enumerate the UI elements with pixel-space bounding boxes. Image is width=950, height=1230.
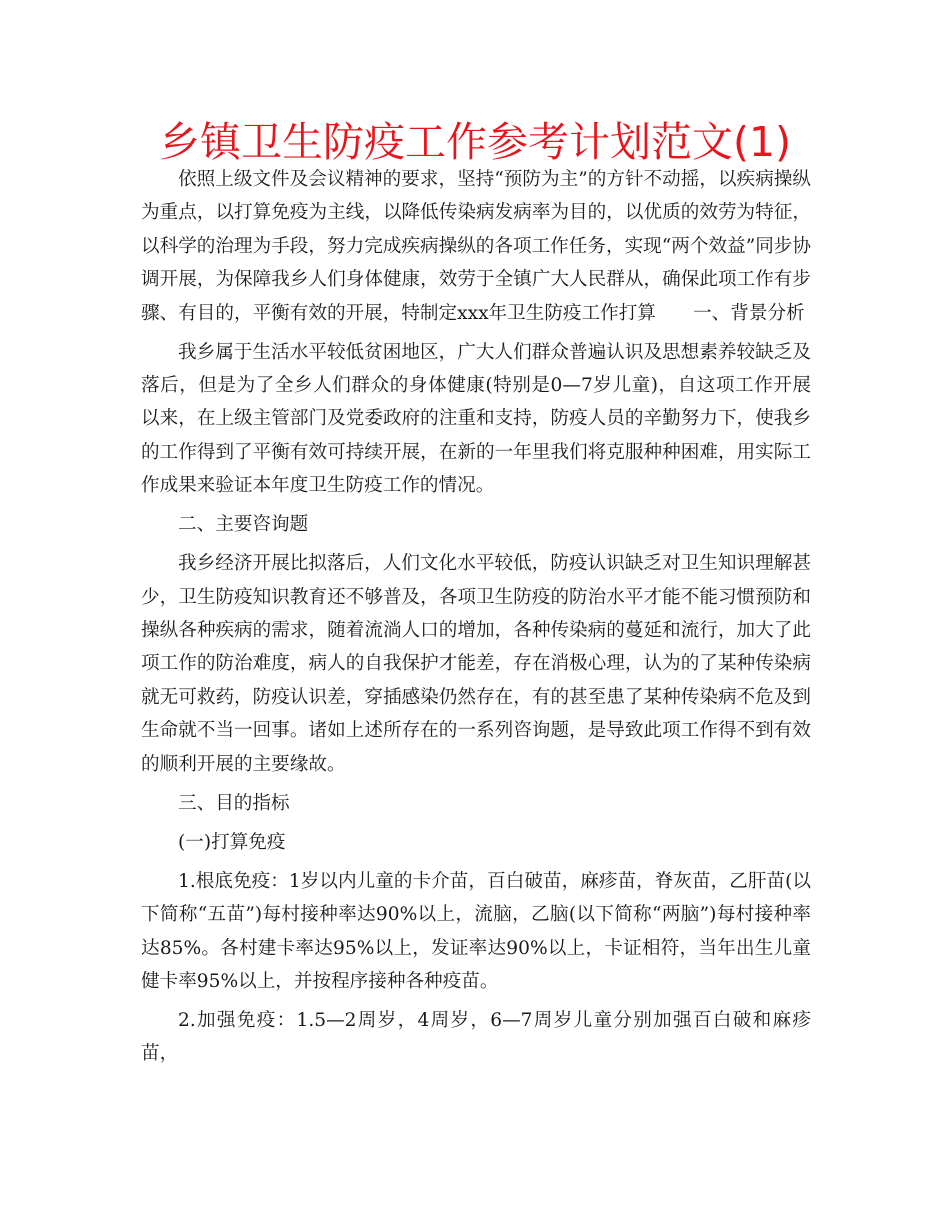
paragraph-background: 我乡属于生活水平较低贫困地区，广大人们群众普遍认识及思想素养较缺乏及落后，但是为了全乡人们群众的身体健康(特别是0—7岁儿童)，自这项工作开展以来，在上级主管部门及党委政府的注重和支持，防疫人员的辛勤努力下，使我乡的工作得到了平衡有效可持续开展，在新的一年里我们将克服种种困难，用实际工作成果来验证本年度卫生防疫工作的情况。 <box>141 341 811 497</box>
heading-main-issues: 二、主要咨询题 <box>178 514 309 536</box>
paragraph-basic-immunization: 1.根底免疫：1岁以内儿童的卡介苗，百白破苗，麻疹苗，脊灰苗，乙肝苗(以下简称“五苗”)每村接种率达90%以上，流脑，乙脑(以下简称“两脑”)每村接种率达85%。各村建卡率达95%以上，发证率达90%以上，卡证相符，当年出生儿童健卡率95%以上，并按程序接种各种疫苗。 <box>141 870 811 992</box>
paragraph-main-issues: 我乡经济开展比拟落后，人们文化水平较低，防疫认识缺乏对卫生知识理解甚少，卫生防疫知识教育还不够普及，各项卫生防疫的防治水平才能不能习惯预防和操纵各种疾病的需求，随着流淌人口的增加，各种传染病的蔓延和流行，加大了此项工作的防治难度，病人的自我保护才能差，存在消极心理，认为的了某种传染病就无可救药，防疫认识差，穿插感染仍然存在，有的甚至患了某种传染病不危及到生命就不当一回事。诸如上述所存在的一系列咨询题，是导致此项工作得不到有效的顺利开展的主要缘故。 <box>141 553 811 775</box>
heading-planned-immunization: (一)打算免疫 <box>178 831 286 853</box>
heading-target-indicators: 三、目的指标 <box>178 792 290 814</box>
document-body <box>141 163 811 1076</box>
paragraph-booster-immunization: 2.加强免疫：1.5—2周岁，4周岁，6—7周岁儿童分别加强百白破和麻疹苗， <box>141 1009 811 1065</box>
paragraph-intro: 依照上级文件及会议精神的要求，坚持“预防为主”的方针不动摇，以疾病操纵为重点，以打算免疫为主线，以降低传染病发病率为目的，以优质的效劳为特征，以科学的治理为手段，努力完成疾病操纵的各项工作任务，实现“两个效益”同步协调开展，为保障我乡人们身体健康，效劳于全镇广大人民群从，确保此项工作有步骤、有目的，平衡有效的开展，特制定xxx年卫生防疫工作打算 一、背景分析 <box>141 169 811 324</box>
document-title: 乡镇卫生防疫工作参考计划范文(1) <box>158 118 792 166</box>
